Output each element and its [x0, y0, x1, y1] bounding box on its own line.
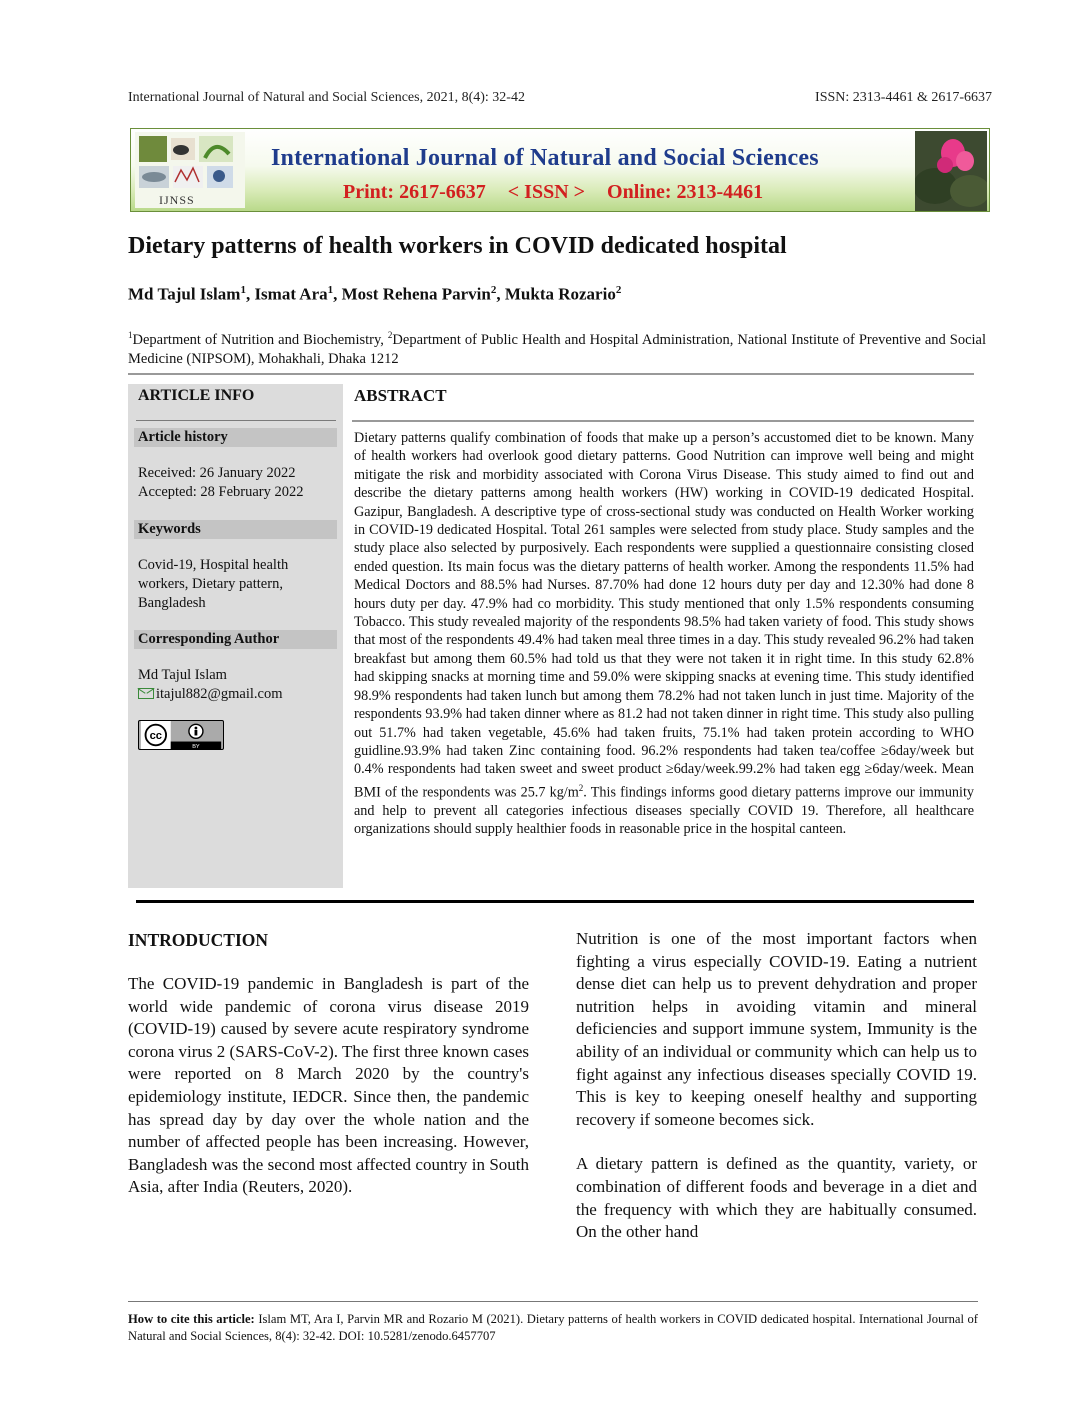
banner-online-issn: Online: 2313-4461 [607, 181, 764, 203]
banner-issn-line [343, 181, 785, 204]
divider [136, 420, 336, 421]
affiliation-dept-1: Department of Nutrition and Biochemistry, [132, 331, 384, 348]
author-name: Mukta Rozario [504, 284, 616, 304]
running-header-journal: International Journal of Natural and Social Sciences, 2021, 8(4): 32-42 [128, 90, 525, 105]
affiliation-mark: 1 [128, 330, 133, 340]
journal-banner [130, 128, 990, 212]
author-name: Most Rehena Parvin [341, 284, 491, 304]
email-address[interactable]: itajul882@gmail.com [156, 686, 283, 702]
corresponding-author-label: Corresponding Author [134, 630, 337, 649]
abstract-text: . This findings informs good dietary patterns improve our immunity and help to prevent all categories infectious diseases specially COVID 19. Therefore, all healthcare organizations should supply healthier foods in reasonable price in the hospital canteen. [354, 784, 974, 838]
abstract-heading: ABSTRACT [354, 386, 447, 405]
banner-journal-title: International Journal of Natural and Social Sciences [271, 145, 819, 171]
body-column-right [576, 928, 977, 1266]
banner-print-issn: Print: 2617-6637 [343, 181, 486, 203]
abstract-text: Dietary patterns qualify combination of foods that make up a person’s accustomed diet to be known. Many of health workers had overlook good dietary patterns. Good Nutrition can improve well being and might mitigate the risk and morbidity associated with Corona Virus Disease. This study aimed to find out and describe the dietary patterns among health workers (HW) working in COVID-19 dedicated Hospital. Gazipur, Bangladesh. A descriptive type of cross-sectional study was conducted on Health Worker working in COVID-19 dedicated Hospital. Total 261 samples were selected from study place. Study samples and the study place also selected by purposively. Each respondents were supplied a questionnaire consisting closed ended question. Its main focus was the dietary patterns of health worker. Among the respondents 11.5% had Medical Doctors and 88.5% had Nurses. 87.70% had done 12 hours duty per day and 12.30% had done 8 hours duty per day. 47.9% had co morbidity. This study mentioned that only 1.5% respondents consuming Tobacco. This study revealed majority of the respondents 98.5% had taken variety of food. This study shows that most of the respondents 49.4% had taken meal three times in a day. This study revealed 96.2% had taken breakfast but among them 60.5% had told us that they were not taken it in right time. In this study 62.8% had skipping snacks at morning time and 59.0% were skipping snacks at evening time. This study identified 98.9% respondents had taken lunch but among them 78.2% had not taken lunch in just time. Majority of the respondents 93.9% had taken dinner where as 81.2 had not taken dinner in right time. This study also pulling out 51.7% had taken vegetable, 45.6% had taken fruits, 75.1% had taken protein according to WHO guidline.93.9% had taken Zinc containing food. 96.2% respondents had taken tea/coffee ≥6day/week but 0.4% respondents had taken sweet and sweet product ≥6day/week.99.2% had taken egg ≥6day/week. Mean BMI of the respondents was 25.7 kg/m [354, 430, 974, 801]
article-history-label: Article history [134, 428, 337, 447]
author-name: Md Tajul Islam [128, 284, 241, 304]
divider [128, 373, 974, 375]
cite-label: How to cite this article: [128, 1312, 255, 1326]
svg-text:cc: cc [149, 730, 163, 743]
paragraph: The COVID-19 pandemic in Bangladesh is part of the world wide pandemic of corona virus disease 2019 (COVID-19) caused by severe acute respiratory syndrome corona virus 2 (SARS-CoV-2). The first three known cases were reported on 8 March 2020 by the country's epidemiology institute, IEDCR. Since then, the pandemic has spread day by day over the whole nation and the number of affected people has been increasing. However, Bangladesh was the second most affected country in South Asia, after India (Reuters, 2020). [128, 974, 529, 1197]
author-affiliation-mark: 1 [327, 284, 334, 296]
corresponding-author-name: Md Tajul Islam [138, 667, 227, 683]
divider [352, 420, 974, 422]
corresponding-email[interactable] [138, 685, 338, 704]
email-icon [138, 688, 154, 699]
body-column-left [128, 973, 529, 1199]
keywords-label: Keywords [134, 520, 337, 539]
author-affiliation-mark: 1 [240, 284, 246, 296]
affiliation-dept-2: Department of Public Health and Hospital Administration, National Institute of Preventive and Social Medicine (NIPSOM), Mohakhali, Dhaka 1212 [128, 331, 987, 367]
keywords-text: Covid-19, Hospital health workers, Dietary pattern, Bangladesh [138, 557, 289, 611]
author-affiliation-mark: 2 [490, 284, 497, 296]
paper-title: Dietary patterns of health workers in COVID dedicated hospital [128, 233, 787, 259]
running-header-issn: ISSN: 2313-4461 & 2617-6637 [815, 90, 992, 105]
author-name: Ismat Ara [254, 284, 328, 304]
cc-by-license-icon[interactable] [138, 720, 224, 750]
received-date: Received: 26 January 2022 [138, 465, 296, 481]
author-list: Md Tajul Islam$^1$, Ismat Ara$^1$, Most Rehena Parvin$^2$, Mukta Rozario$^2$ [128, 284, 622, 304]
superscript: 2 [578, 782, 584, 793]
paragraph: Nutrition is one of the most important factors when fighting a virus especially COVID-19. Eating a nutrient dense diet can help us to prevent dehydration and proper nutrition helps in avoiding vitamin and mineral deficiencies and support immune system, Immunity is the ability of an individual or community which can help us to fight against any infectious diseases specially COVID 19. This is key to keeping oneself healthy and supporting recovery if someone becomes sick. [576, 929, 977, 1129]
svg-text:BY: BY [192, 744, 200, 750]
section-divider [136, 900, 974, 903]
accepted-date: Accepted: 28 February 2022 [138, 484, 304, 500]
article-info-heading: ARTICLE INFO [138, 387, 255, 404]
banner-issn-label: < ISSN > [507, 181, 586, 203]
affiliation-mark: 2 [387, 330, 393, 340]
citation-footnote [128, 1311, 978, 1345]
paragraph: A dietary pattern is defined as the quantity, variety, or combination of different foods and beverage in a diet and the frequency with which they are habitually consumed. On the other hand [576, 1154, 977, 1242]
abstract-body [354, 429, 974, 839]
cite-text: Islam MT, Ara I, Parvin MR and Rozario M (2021). Dietary patterns of health workers in COVID dedicated hospital. International Journal of Natural and Social Sciences, 8(4): 32-42. DOI: 10.5281/zenodo.6457707 [128, 1312, 978, 1343]
affiliation [128, 326, 986, 369]
article-info-panel [128, 384, 343, 888]
flower-photo [915, 131, 987, 211]
journal-abbreviation: IJNSS [159, 193, 195, 207]
introduction-heading: INTRODUCTION [128, 930, 269, 950]
author-affiliation-mark: 2 [615, 284, 622, 296]
footer-divider [128, 1301, 978, 1302]
